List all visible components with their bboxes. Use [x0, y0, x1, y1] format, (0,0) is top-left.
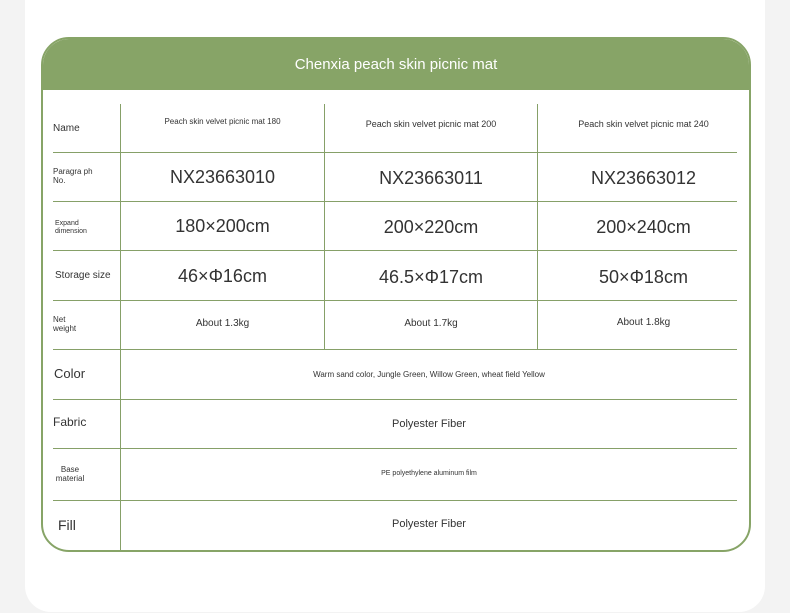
row-label-color: Color [54, 366, 86, 382]
cell-name-180: Peach skin velvet picnic mat 180 [164, 117, 281, 127]
cell-paragraph-no-240: NX23663012 [590, 167, 697, 188]
cell-paragraph-no-200: NX23663011 [379, 167, 483, 188]
row-label-paragraph-no: Paragra ph No. [53, 167, 93, 185]
cell-storage-200: 46.5×Φ17cm [379, 266, 483, 287]
row-label-storage-size: Storage size [55, 270, 111, 281]
cell-color: Warm sand color, Jungle Green, Willow Green, wheat field Yellow [313, 369, 545, 379]
cell-name-240: Peach skin velvet picnic mat 240 [578, 118, 709, 129]
cell-base-material: PE polyethylene aluminum film [381, 470, 477, 478]
row-label-expand-dimension: Expand dimension [55, 220, 87, 235]
cell-paragraph-no-180: NX23663010 [169, 166, 276, 187]
row-label-net-weight: Net weight [53, 315, 77, 333]
cell-storage-180: 46×Φ16cm [178, 265, 267, 286]
cell-expand-180: 180×200cm [175, 215, 270, 236]
spec-table-card [41, 37, 751, 552]
row-label-fabric: Fabric [53, 415, 87, 430]
cell-storage-240: 50×Φ18cm [599, 266, 688, 287]
cell-weight-180: About 1.3kg [195, 318, 250, 330]
cell-fill: Polyester Fiber [392, 518, 466, 531]
table-title: Chenxia peach skin picnic mat [43, 39, 749, 90]
cell-fabric: Polyester Fiber [392, 417, 466, 430]
cell-weight-200: About 1.7kg [404, 318, 458, 330]
cell-expand-240: 200×240cm [596, 216, 691, 237]
row-label-base-material: Base material [55, 464, 85, 483]
row-label-fill: Fill [58, 516, 76, 533]
cell-weight-240: About 1.8kg [616, 317, 671, 329]
cell-expand-200: 200×220cm [383, 216, 479, 237]
row-label-name: Name [53, 122, 80, 134]
cell-name-200: Peach skin velvet picnic mat 200 [365, 118, 497, 129]
